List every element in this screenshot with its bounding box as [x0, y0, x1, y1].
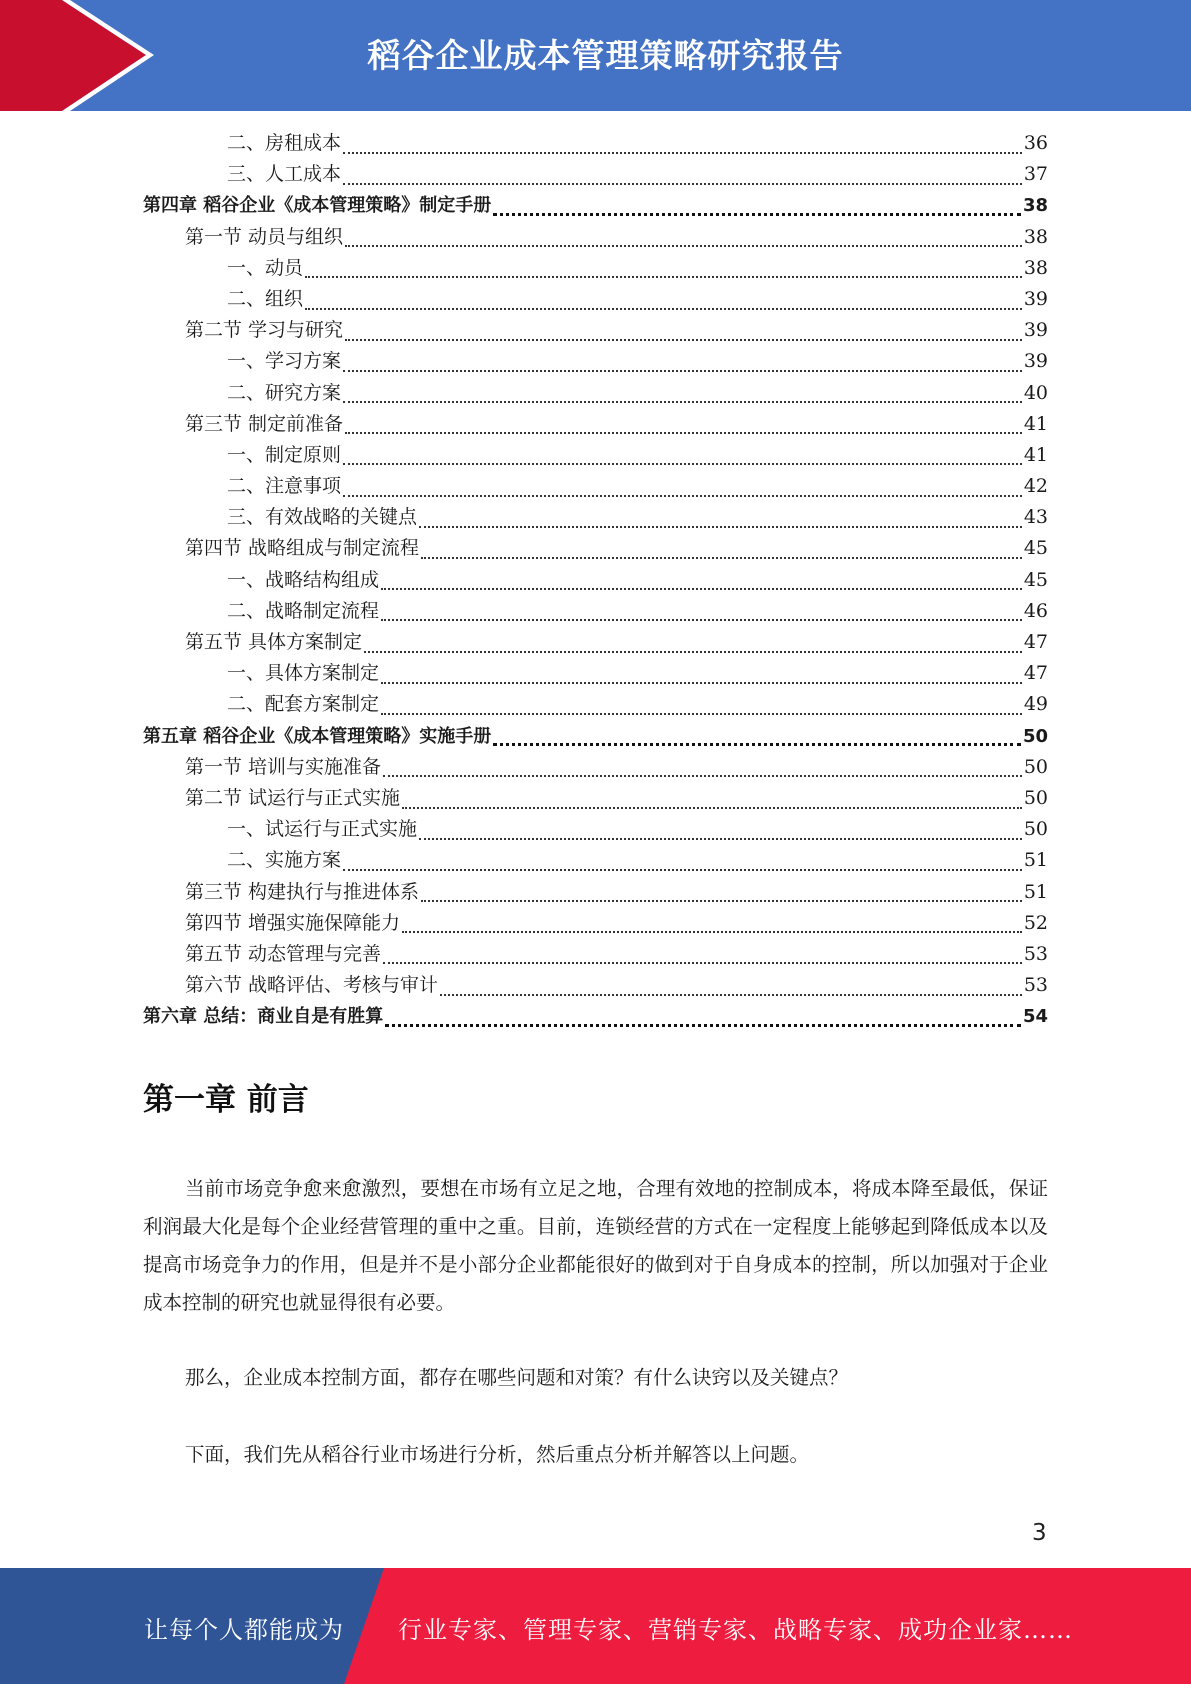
toc-entry-title: 第五章 稻谷企业《成本管理策略》实施手册: [143, 725, 492, 747]
toc-entry[interactable]: [143, 222, 1048, 253]
toc-entry-page: 45: [1023, 537, 1048, 560]
toc-dot-leader: [383, 954, 1022, 964]
toc-entry-title: 一、试运行与正式实施: [227, 818, 418, 841]
footer-slogan-left: 让每个人都能成为: [144, 1616, 344, 1644]
toc-entry-page: 47: [1023, 631, 1048, 653]
toc-dot-leader: [305, 268, 1022, 278]
toc-dot-leader: [493, 736, 1021, 746]
toc-entry-title: 第五节 动态管理与完善: [185, 942, 382, 965]
toc-dot-leader: [381, 674, 1022, 684]
toc-entry-page: 52: [1023, 911, 1048, 934]
toc-entry[interactable]: [143, 533, 1048, 564]
toc-dot-leader: [364, 643, 1022, 653]
toc-entry-title: 第一节 动员与组织: [185, 225, 344, 248]
toc-entry[interactable]: [143, 565, 1048, 596]
toc-entry-title: 二、注意事项: [227, 475, 342, 498]
toc-entry-page: 54: [1022, 1006, 1048, 1028]
toc-dot-leader: [381, 580, 1022, 590]
body-paragraph: 下面，我们先从稻谷行业市场进行分析，然后重点分析并解答以上问题。: [185, 1443, 810, 1466]
toc-entry[interactable]: [143, 845, 1048, 876]
toc-entry-page: 45: [1023, 568, 1048, 591]
toc-dot-leader: [343, 144, 1022, 154]
toc-entry[interactable]: [143, 346, 1048, 377]
toc-entry[interactable]: [143, 190, 1048, 221]
toc-entry[interactable]: [143, 378, 1048, 409]
toc-entry-title: 一、制定原则: [227, 443, 342, 466]
toc-entry[interactable]: [143, 658, 1048, 689]
toc-entry-title: 第四章 稻谷企业《成本管理策略》制定手册: [143, 195, 492, 217]
toc-entry-page: 38: [1022, 195, 1048, 217]
toc-entry-title: 二、组织: [227, 287, 304, 310]
toc-dot-leader: [419, 518, 1022, 528]
toc-dot-leader: [343, 861, 1022, 871]
toc-entry-page: 51: [1023, 849, 1048, 872]
toc-dot-leader: [343, 393, 1022, 403]
toc-entry-title: 第三节 构建执行与推进体系: [185, 880, 420, 903]
toc-entry-title: 第四节 增强实施保障能力: [185, 911, 401, 934]
toc-entry-title: 第六节 战略评估、考核与审计: [185, 974, 439, 997]
toc-dot-leader: [440, 986, 1022, 996]
toc-entry[interactable]: [143, 877, 1048, 908]
toc-entry-page: 47: [1023, 662, 1048, 685]
toc-dot-leader: [345, 237, 1022, 247]
toc-dot-leader: [381, 611, 1022, 621]
toc-entry[interactable]: [143, 284, 1048, 315]
toc-entry[interactable]: [143, 128, 1048, 159]
toc-entry-page: 41: [1023, 412, 1048, 435]
toc-entry-page: 41: [1023, 443, 1048, 466]
toc-entry-page: 39: [1023, 319, 1048, 342]
toc-entry-page: 37: [1023, 163, 1048, 186]
toc-entry-title: 二、研究方案: [227, 381, 342, 404]
toc-entry[interactable]: [143, 1001, 1048, 1032]
toc-entry-title: 第一节 培训与实施准备: [185, 755, 382, 778]
toc-entry[interactable]: [143, 315, 1048, 346]
toc-entry[interactable]: [143, 502, 1048, 533]
toc-entry-page: 49: [1023, 693, 1048, 716]
toc-entry[interactable]: [143, 596, 1048, 627]
chapter-heading: 第一章 前言: [143, 1082, 309, 1118]
toc-entry[interactable]: [143, 440, 1048, 471]
toc-entry-title: 第四节 战略组成与制定流程: [185, 537, 420, 560]
toc-entry-page: 53: [1023, 942, 1048, 965]
toc-entry-title: 三、有效战略的关键点: [227, 506, 418, 529]
toc-dot-leader: [402, 923, 1022, 933]
toc-entry[interactable]: [143, 689, 1048, 720]
toc-entry[interactable]: [143, 253, 1048, 284]
toc-entry[interactable]: [143, 471, 1048, 502]
toc-entry-title: 第二节 学习与研究: [185, 319, 344, 342]
toc-entry[interactable]: [143, 627, 1048, 658]
toc-entry-title: 二、战略制定流程: [227, 599, 380, 622]
toc-dot-leader: [493, 206, 1021, 216]
toc-entry-title: 二、配套方案制定: [227, 693, 380, 716]
toc-entry[interactable]: [143, 939, 1048, 970]
toc-entry-title: 三、人工成本: [227, 163, 342, 186]
toc-entry[interactable]: [143, 908, 1048, 939]
toc-dot-leader: [385, 1017, 1021, 1027]
toc-entry-title: 一、动员: [227, 256, 304, 279]
table-of-contents: [143, 128, 1048, 1032]
toc-entry-title: 第三节 制定前准备: [185, 412, 344, 435]
toc-dot-leader: [343, 455, 1022, 465]
body-paragraph: 当前市场竞争愈来愈激烈，要想在市场有立足之地，合理有效地的控制成本，将成本降至最低，保证利润最大化是每个企业经营管理的重中之重。目前，连锁经营的方式在一定程度上能够起到降低成本以及提高市场竞争力的作用，但是并不是小部分企业都能很好的做到对于自身成本的控制，所以加强对于企业成本控制的研究也就显得很有必要。: [143, 1177, 1048, 1314]
toc-dot-leader: [421, 549, 1022, 559]
toc-dot-leader: [343, 487, 1022, 497]
toc-entry[interactable]: [143, 752, 1048, 783]
toc-entry[interactable]: [143, 409, 1048, 440]
toc-entry-page: 53: [1023, 974, 1048, 997]
toc-entry-page: 50: [1023, 755, 1048, 778]
toc-entry[interactable]: [143, 814, 1048, 845]
toc-dot-leader: [343, 362, 1022, 372]
toc-entry-page: 46: [1023, 599, 1048, 622]
toc-dot-leader: [345, 331, 1022, 341]
page-footer: [0, 1568, 1191, 1684]
toc-entry-page: 50: [1023, 786, 1048, 809]
toc-entry-title: 一、战略结构组成: [227, 568, 380, 591]
toc-entry-page: 51: [1023, 880, 1048, 903]
toc-entry-page: 39: [1023, 287, 1048, 310]
toc-entry-page: 50: [1023, 818, 1048, 841]
toc-dot-leader: [421, 892, 1022, 902]
toc-entry-page: 42: [1023, 475, 1048, 498]
body-paragraph: 那么，企业成本控制方面，都存在哪些问题和对策？有什么诀窍以及关键点？: [185, 1366, 849, 1389]
toc-entry[interactable]: [143, 159, 1048, 190]
toc-dot-leader: [305, 300, 1022, 310]
toc-dot-leader: [345, 424, 1022, 434]
toc-entry[interactable]: [143, 721, 1048, 752]
toc-entry-title: 第六章 总结：商业自是有胜算: [143, 1006, 384, 1028]
toc-entry-page: 36: [1023, 132, 1048, 154]
toc-entry-title: 二、房租成本: [227, 132, 342, 154]
page-number: 3: [1032, 1520, 1047, 1546]
toc-dot-leader: [402, 799, 1022, 809]
toc-entry-page: 43: [1023, 506, 1048, 529]
toc-entry-title: 第五节 具体方案制定: [185, 631, 363, 653]
toc-entry-title: 一、学习方案: [227, 350, 342, 373]
toc-entry-page: 40: [1023, 381, 1048, 404]
toc-entry[interactable]: [143, 783, 1048, 814]
toc-entry-page: 39: [1023, 350, 1048, 373]
toc-entry-title: 一、具体方案制定: [227, 662, 380, 685]
toc-entry[interactable]: [143, 970, 1048, 1001]
toc-dot-leader: [381, 705, 1022, 715]
page-header: [0, 0, 1191, 111]
toc-dot-leader: [343, 175, 1022, 185]
toc-dot-leader: [383, 767, 1022, 777]
footer-slogan-right: 行业专家、管理专家、营销专家、战略专家、成功企业家……: [398, 1616, 1073, 1644]
toc-entry-title: 二、实施方案: [227, 849, 342, 872]
toc-dot-leader: [419, 830, 1022, 840]
toc-entry-page: 50: [1022, 725, 1048, 747]
toc-entry-page: 38: [1023, 225, 1048, 248]
toc-entry-title: 第二节 试运行与正式实施: [185, 786, 401, 809]
report-title: 稻谷企业成本管理策略研究报告: [367, 36, 844, 75]
toc-entry-page: 38: [1023, 256, 1048, 279]
